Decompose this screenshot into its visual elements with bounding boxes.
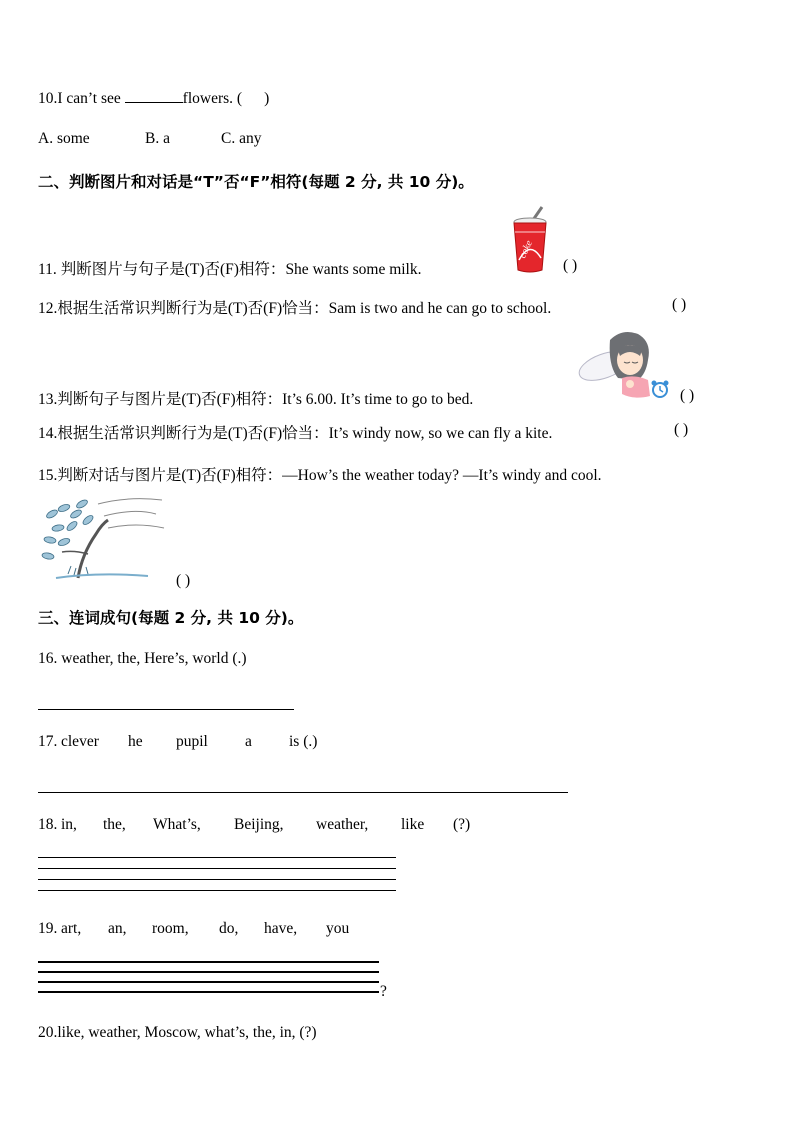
section3-title: 三、连词成句(每题 2 分, 共 10 分)。 (38, 609, 304, 627)
q10-number: 10. (38, 90, 58, 107)
q20-number: 20. (38, 1024, 58, 1041)
q11-answer-paren[interactable]: ( ) (563, 257, 578, 274)
q19-word-4: do, (219, 920, 239, 937)
q16-words: weather, the, Here’s, world (.) (61, 650, 247, 667)
q10-option-a[interactable]: A. some (38, 130, 90, 147)
q19-end-mark: ? (380, 983, 387, 1000)
q19-answer-line-4[interactable] (38, 991, 379, 993)
cola-cup-label: coke (517, 238, 536, 261)
q10-text-before: I can’t see (57, 90, 125, 107)
q19-answer-line-1[interactable] (38, 961, 379, 963)
q11-prompt: 判断图片与句子是(T)否(F)相符： (60, 261, 286, 278)
q12-row (38, 296, 551, 318)
q19-word-2: an, (108, 920, 127, 937)
q18-number: 18. (38, 816, 58, 833)
sleeping-girl-icon (578, 326, 670, 402)
q12-answer-paren[interactable]: ( ) (672, 296, 687, 313)
q11-number: 11. (38, 261, 57, 278)
q19-word-6: you (326, 920, 350, 937)
q10-stem (38, 88, 269, 108)
q17-answer-line[interactable] (38, 792, 568, 793)
q12-text: Sam is two and he can go to school. (328, 300, 552, 317)
q18-answer-line-2[interactable] (38, 868, 396, 869)
cola-cup-icon (510, 206, 552, 274)
q11-text: She wants some milk. (285, 261, 422, 278)
q10-option-c[interactable]: C. any (221, 130, 262, 147)
q20-row (38, 1024, 317, 1042)
q12-prompt: 根据生活常识判断行为是(T)否(F)恰当： (57, 300, 329, 317)
q16-number: 16. (38, 650, 58, 667)
q18-answer-line-3[interactable] (38, 879, 396, 880)
q13-text: It’s 6.00. It’s time to go to bed. (282, 391, 474, 408)
q17-word-4: a (245, 733, 252, 750)
q12-number: 12. (38, 300, 58, 317)
q14-answer-paren[interactable]: ( ) (674, 421, 689, 438)
section2-title: 二、判断图片和对话是“T”否“F”相符(每题 2 分, 共 10 分)。 (38, 173, 474, 191)
q19-word-5: have, (264, 920, 298, 937)
q13-row (38, 387, 473, 409)
q14-number: 14. (38, 425, 58, 442)
q19-answer-line-2[interactable] (38, 971, 379, 973)
q17-word-1: clever (61, 733, 99, 750)
q15-prompt: 判断对话与图片是(T)否(F)相符： (57, 467, 283, 484)
windy-tree-icon (38, 494, 168, 586)
q14-prompt: 根据生活常识判断行为是(T)否(F)恰当： (57, 425, 329, 442)
q18-answer-line-1[interactable] (38, 857, 396, 858)
q11-row (38, 257, 422, 279)
q18-word-4: Beijing, (234, 816, 284, 833)
q17-word-5: is (.) (289, 733, 318, 750)
q19-word-3: room, (152, 920, 189, 937)
q10-paren-close: ) (264, 90, 270, 107)
q10-text-after: flowers. ( (182, 90, 243, 107)
q10-option-b[interactable]: B. a (145, 130, 170, 147)
q15-number: 15. (38, 467, 58, 484)
q17-word-3: pupil (176, 733, 208, 750)
q18-answer-line-4[interactable] (38, 890, 396, 891)
q14-row (38, 421, 552, 443)
q15-row (38, 463, 602, 485)
q18-word-6: like (401, 816, 425, 833)
q18-word-1: in, (61, 816, 77, 833)
q19-word-1: art, (61, 920, 82, 937)
q13-number: 13. (38, 391, 58, 408)
q18-word-7: (?) (453, 816, 471, 833)
q19-answer-line-3[interactable] (38, 981, 379, 983)
q16-row (38, 650, 247, 668)
q18-word-5: weather, (316, 816, 369, 833)
q17-word-2: he (128, 733, 143, 750)
q13-prompt: 判断句子与图片是(T)否(F)相符： (57, 391, 283, 408)
q18-word-3: What’s, (153, 816, 201, 833)
q17-number: 17. (38, 733, 58, 750)
q15-text: —How’s the weather today? —It’s windy and cool. (282, 467, 602, 484)
q20-words: like, weather, Moscow, what’s, the, in, (?) (57, 1024, 317, 1041)
q14-text: It’s windy now, so we can fly a kite. (328, 425, 553, 442)
q13-answer-paren[interactable]: ( ) (680, 387, 695, 404)
q10-blank[interactable] (125, 88, 183, 103)
q15-answer-paren[interactable]: ( ) (176, 572, 191, 589)
q16-answer-line[interactable] (38, 709, 294, 710)
q19-number: 19. (38, 920, 58, 937)
q18-word-2: the, (103, 816, 126, 833)
